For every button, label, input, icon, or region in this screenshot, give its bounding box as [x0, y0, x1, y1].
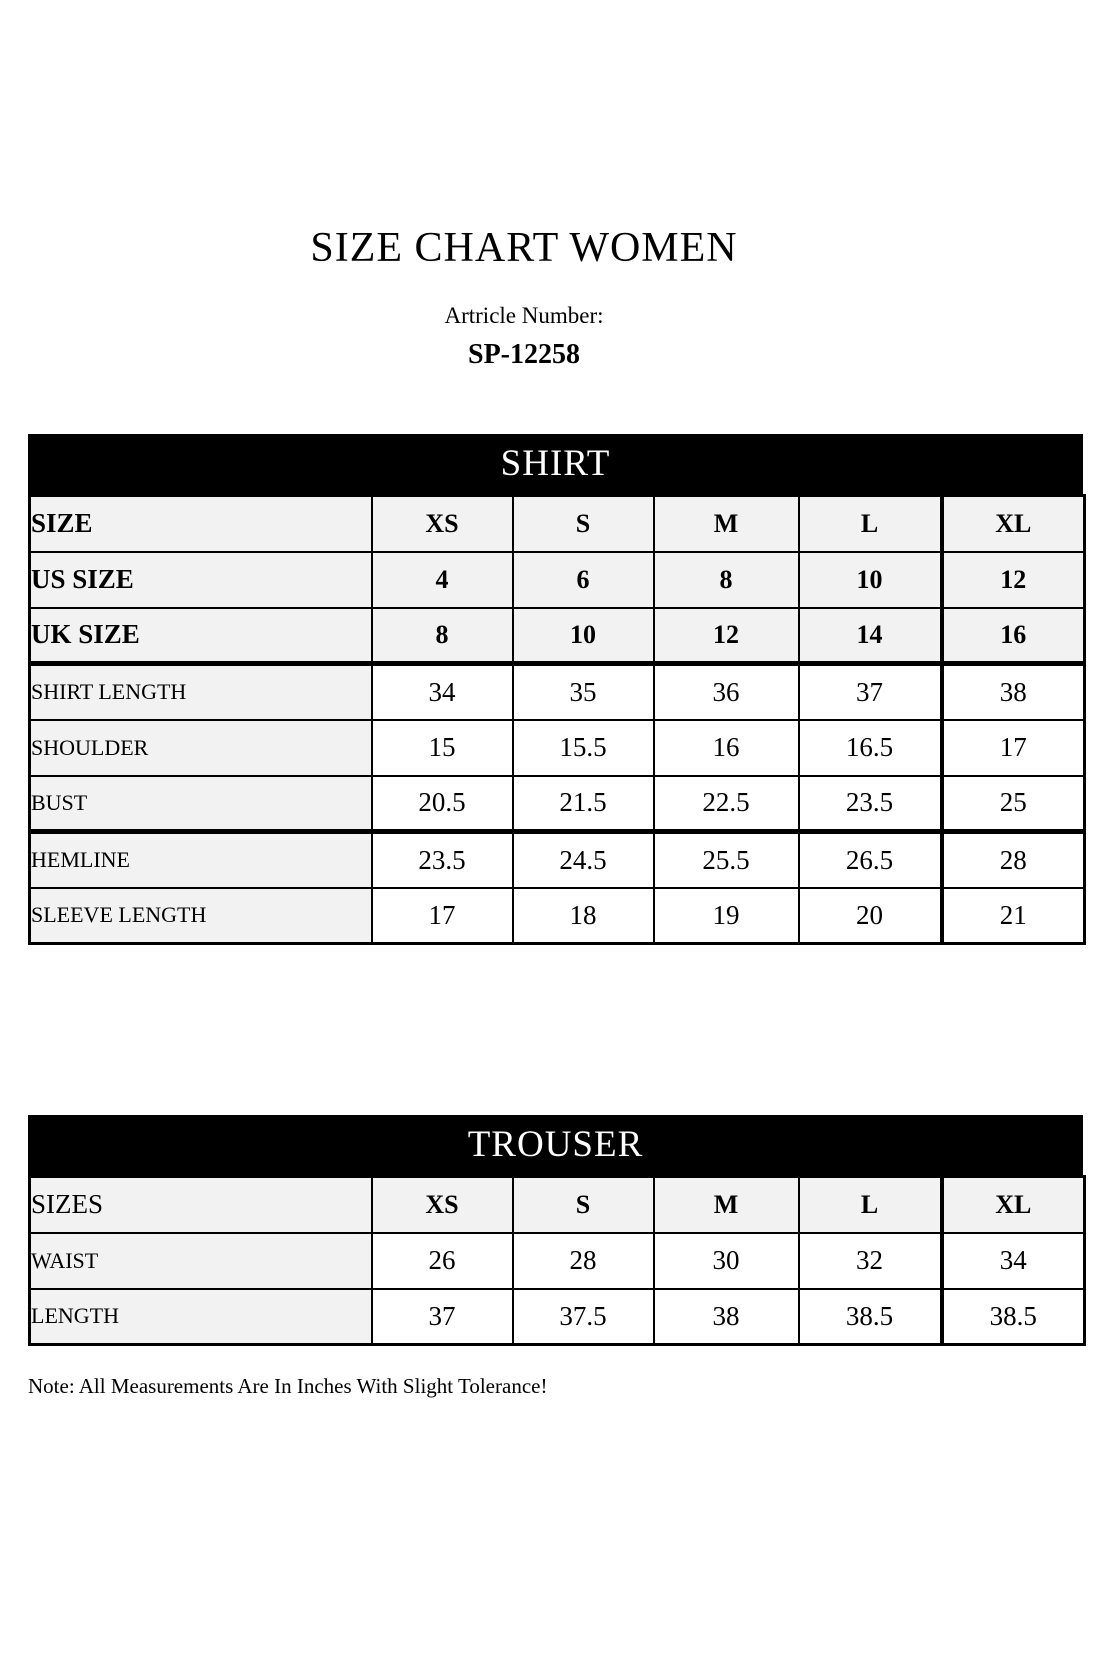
cell-value: 25 — [942, 776, 1085, 832]
cell-value: XL — [942, 1177, 1085, 1233]
size-grid — [28, 1175, 1086, 1346]
cell-value: 20.5 — [372, 776, 513, 832]
cell-value: 10 — [799, 552, 942, 608]
row-label: SHOULDER — [30, 720, 372, 776]
row-label: HEMLINE — [30, 832, 372, 888]
title-block — [0, 0, 1048, 369]
cell-value: 20 — [799, 888, 942, 944]
cell-value: 8 — [372, 608, 513, 664]
table-row — [30, 496, 1085, 552]
cell-value: 34 — [942, 1233, 1085, 1289]
cell-value: 37.5 — [513, 1289, 654, 1345]
cell-value: 15.5 — [513, 720, 654, 776]
cell-value: 16 — [942, 608, 1085, 664]
cell-value: 38.5 — [799, 1289, 942, 1345]
cell-value: S — [513, 1177, 654, 1233]
cell-value: 16 — [654, 720, 799, 776]
table-row — [30, 720, 1085, 776]
table-title-bar: SHIRT — [28, 434, 1083, 494]
cell-value: 38 — [942, 664, 1085, 720]
shirt-size-table — [28, 434, 1083, 945]
cell-value: L — [799, 496, 942, 552]
cell-value: XL — [942, 496, 1085, 552]
cell-value: 32 — [799, 1233, 942, 1289]
cell-value: 25.5 — [654, 832, 799, 888]
cell-value: 19 — [654, 888, 799, 944]
cell-value: 8 — [654, 552, 799, 608]
cell-value: 10 — [513, 608, 654, 664]
table-row — [30, 1233, 1085, 1289]
cell-value: 38.5 — [942, 1289, 1085, 1345]
cell-value: M — [654, 496, 799, 552]
cell-value: 30 — [654, 1233, 799, 1289]
cell-value: 22.5 — [654, 776, 799, 832]
row-label: BUST — [30, 776, 372, 832]
cell-value: 12 — [654, 608, 799, 664]
cell-value: 23.5 — [799, 776, 942, 832]
table-row — [30, 888, 1085, 944]
cell-value: 34 — [372, 664, 513, 720]
row-label: UK SIZE — [30, 608, 372, 664]
row-label: SHIRT LENGTH — [30, 664, 372, 720]
cell-value: 36 — [654, 664, 799, 720]
table-row — [30, 608, 1085, 664]
cell-value: 4 — [372, 552, 513, 608]
row-label: LENGTH — [30, 1289, 372, 1345]
cell-value: L — [799, 1177, 942, 1233]
cell-value: XS — [372, 1177, 513, 1233]
cell-value: 21.5 — [513, 776, 654, 832]
cell-value: 37 — [372, 1289, 513, 1345]
table-row — [30, 664, 1085, 720]
cell-value: M — [654, 1177, 799, 1233]
row-label: SIZES — [30, 1177, 372, 1233]
article-number: SP-12258 — [468, 339, 580, 370]
size-grid — [28, 494, 1086, 945]
cell-value: 23.5 — [372, 832, 513, 888]
cell-value: 38 — [654, 1289, 799, 1345]
row-label: WAIST — [30, 1233, 372, 1289]
table-row — [30, 1289, 1085, 1345]
table-row — [30, 832, 1085, 888]
cell-value: 12 — [942, 552, 1085, 608]
cell-value: 37 — [799, 664, 942, 720]
cell-value: XS — [372, 496, 513, 552]
trouser-size-table — [28, 1115, 1083, 1346]
cell-value: 16.5 — [799, 720, 942, 776]
cell-value: 14 — [799, 608, 942, 664]
cell-value: 6 — [513, 552, 654, 608]
row-label: US SIZE — [30, 552, 372, 608]
cell-value: 17 — [372, 888, 513, 944]
cell-value: 24.5 — [513, 832, 654, 888]
page-title: SIZE CHART WOMEN — [310, 225, 738, 271]
cell-value: 15 — [372, 720, 513, 776]
table-title-bar: TROUSER — [28, 1115, 1083, 1175]
cell-value: 21 — [942, 888, 1085, 944]
cell-value: 18 — [513, 888, 654, 944]
cell-value: 17 — [942, 720, 1085, 776]
article-number-label: Artricle Number: — [444, 303, 604, 328]
cell-value: 28 — [513, 1233, 654, 1289]
cell-value: 28 — [942, 832, 1085, 888]
table-row — [30, 552, 1085, 608]
measurement-note: Note: All Measurements Are In Inches With Slight Tolerance! — [28, 1374, 548, 1398]
cell-value: 26.5 — [799, 832, 942, 888]
cell-value: 26 — [372, 1233, 513, 1289]
table-row — [30, 776, 1085, 832]
row-label: SIZE — [30, 496, 372, 552]
table-row — [30, 1177, 1085, 1233]
row-label: SLEEVE LENGTH — [30, 888, 372, 944]
cell-value: S — [513, 496, 654, 552]
cell-value: 35 — [513, 664, 654, 720]
